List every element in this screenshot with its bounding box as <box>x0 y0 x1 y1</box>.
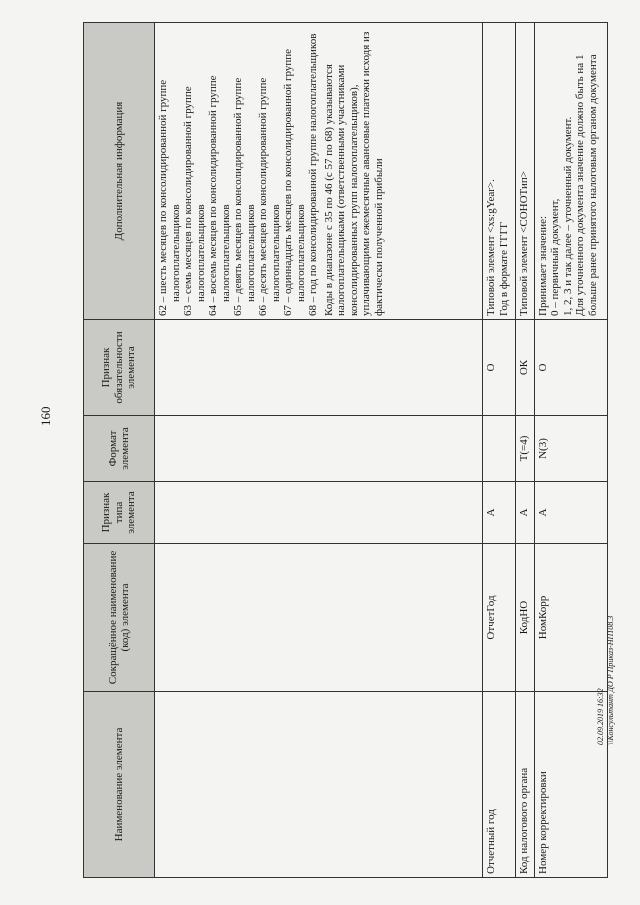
cell-type: А <box>534 482 607 544</box>
header-required: Признак обязательности элемента <box>84 320 155 416</box>
table-row <box>534 23 607 878</box>
rotated-table-container <box>83 23 608 878</box>
info-line: Типовой элемент <xs:gYear>. <box>485 179 497 316</box>
table-header-row <box>84 23 155 878</box>
header-short-name: Сокращённое наименование (код) элемента <box>84 544 155 692</box>
cell-type: А <box>483 482 516 544</box>
cell-short-name: КодНО <box>515 544 534 692</box>
info-line: 64 – восемь месяцев по консолидированной группе налогоплательщиков <box>207 75 232 316</box>
table-row <box>515 23 534 878</box>
cell-short-name: ОтчетГод <box>483 544 516 692</box>
cell-short-name: НомКорр <box>534 544 607 692</box>
info-line: 66 – десять месяцев по консолидированной группе налогоплательщиков <box>257 77 282 316</box>
page-number: 160 <box>38 406 53 426</box>
elements-table <box>83 22 608 878</box>
cell-info <box>515 23 534 320</box>
cell-name: Номер корректировки <box>534 692 607 878</box>
info-line: Принимает значение: <box>536 215 549 316</box>
cell-info <box>483 23 516 320</box>
info-line: 1, 2, 3 и так далее – уточненный документ. <box>561 116 574 316</box>
cell-name <box>155 692 483 878</box>
cell-required: О <box>483 320 516 416</box>
cell-info-continuation <box>155 23 483 320</box>
info-line: 65 – девять месяцев по консолидированной группе налогоплательщиков <box>232 77 257 316</box>
info-line: 0 – первичный документ, <box>549 198 562 316</box>
cell-short-name <box>155 544 483 692</box>
table-row <box>483 23 516 878</box>
header-name: Наименование элемента <box>84 692 155 878</box>
cell-info <box>534 23 607 320</box>
cell-format: N(3) <box>534 416 607 482</box>
info-line: Год в формате ГГГГ <box>497 221 510 316</box>
table-row-continuation <box>155 23 483 878</box>
info-line: 68 – год по консолидированной группе налогоплательщиков <box>307 33 319 316</box>
cell-required: ОК <box>515 320 534 416</box>
cell-format <box>483 416 516 482</box>
header-info: Дополнительная информация <box>84 23 155 320</box>
cell-required <box>155 320 483 416</box>
cell-type: А <box>515 482 534 544</box>
cell-format: T(=4) <box>515 416 534 482</box>
footer-source: \\Консультант ДО Р Приказ-НП108.3 <box>606 615 615 745</box>
info-note: Коды в диапазоне с 35 по 46 (с 57 по 68) указываются налогоплательщиками (ответственными участниками консолидированных групп налогоплательщиков), уплачивающими ежемесячные авансовые платежи исходя из фактически полученной прибыли <box>322 31 385 316</box>
cell-type <box>155 482 483 544</box>
info-line: Типовой элемент <СОНОТип> <box>517 171 530 316</box>
header-type: Признак типа элемента <box>84 482 155 544</box>
header-format: Формат элемента <box>84 416 155 482</box>
cell-format <box>155 416 483 482</box>
info-line: 67 – одиннадцать месяцев по консолидированной группе налогоплательщиков <box>282 48 307 316</box>
footer-date: 02.09.2019 16:32 <box>596 688 605 745</box>
info-line: Для уточненного документа значение должно быть на 1 больше ранее принятого налоговым органом документа <box>574 54 599 316</box>
cell-name: Код налогового органа <box>515 692 534 878</box>
info-line: 63 – семь месяцев по консолидированной группе налогоплательщиков <box>182 86 207 316</box>
info-line: 62 – шесть месяцев по консолидированной группе налогоплательщиков <box>157 79 182 316</box>
cell-name: Отчетный год <box>483 692 516 878</box>
cell-required: О <box>534 320 607 416</box>
